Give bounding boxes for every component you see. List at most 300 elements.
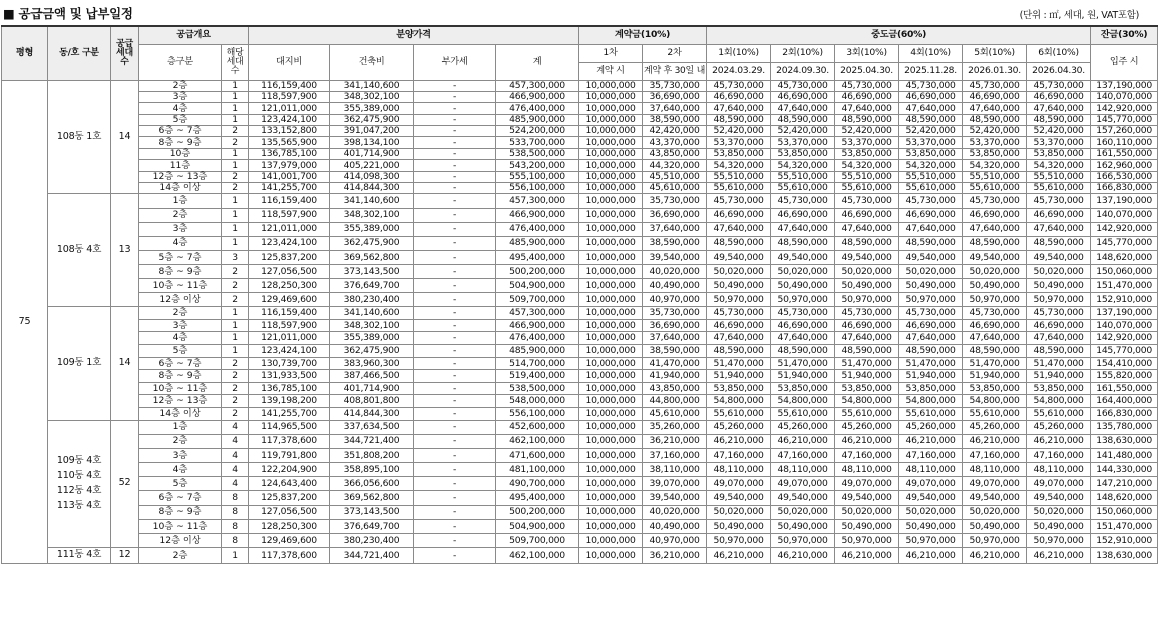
unit-count-cell: 4 bbox=[222, 448, 249, 462]
total-price-cell: 466,900,000 bbox=[496, 208, 579, 222]
floor-cell: 5층 bbox=[139, 344, 222, 357]
floor-cell: 12층 ~ 13층 bbox=[139, 395, 222, 408]
contract-2-cell: 36,210,000 bbox=[643, 548, 707, 564]
middle-3-cell: 50,970,000 bbox=[835, 293, 899, 307]
supply-units-cell: 12 bbox=[111, 548, 139, 564]
middle-6-cell: 51,470,000 bbox=[1027, 357, 1091, 370]
header-m2: 2회(10%) bbox=[771, 44, 835, 62]
table-row bbox=[2, 307, 1158, 320]
vat-cell: - bbox=[414, 477, 496, 491]
dongho-cell: 109동 1호 bbox=[48, 307, 111, 420]
land-price-cell: 116,159,400 bbox=[249, 194, 330, 208]
middle-6-cell: 46,210,000 bbox=[1027, 434, 1091, 448]
middle-2-cell: 48,590,000 bbox=[771, 344, 835, 357]
land-price-cell: 117,378,600 bbox=[249, 548, 330, 564]
header-middle: 중도금(60%) bbox=[707, 26, 1091, 44]
total-price-cell: 485,900,000 bbox=[496, 236, 579, 250]
building-price-cell: 387,466,500 bbox=[330, 370, 414, 383]
supply-units-cell: 13 bbox=[111, 194, 139, 307]
middle-5-cell: 47,640,000 bbox=[963, 222, 1027, 236]
unit-count-cell: 2 bbox=[222, 357, 249, 370]
middle-2-cell: 47,640,000 bbox=[771, 332, 835, 345]
middle-4-cell: 54,320,000 bbox=[899, 160, 963, 171]
middle-1-cell: 46,210,000 bbox=[707, 434, 771, 448]
table-row bbox=[2, 370, 1158, 383]
middle-5-cell: 50,490,000 bbox=[963, 278, 1027, 292]
land-price-cell: 118,597,900 bbox=[249, 319, 330, 332]
middle-6-cell: 50,020,000 bbox=[1027, 264, 1091, 278]
middle-2-cell: 50,970,000 bbox=[771, 293, 835, 307]
middle-1-cell: 47,640,000 bbox=[707, 103, 771, 114]
building-price-cell: 362,475,900 bbox=[330, 114, 414, 125]
building-price-cell: 401,714,900 bbox=[330, 382, 414, 395]
contract-1-cell: 10,000,000 bbox=[579, 307, 643, 320]
middle-4-cell: 54,800,000 bbox=[899, 395, 963, 408]
floor-cell: 1층 bbox=[139, 420, 222, 434]
middle-6-cell: 49,540,000 bbox=[1027, 491, 1091, 505]
middle-2-cell: 46,690,000 bbox=[771, 319, 835, 332]
total-price-cell: 476,400,000 bbox=[496, 103, 579, 114]
total-price-cell: 533,700,000 bbox=[496, 137, 579, 148]
middle-4-cell: 48,110,000 bbox=[899, 463, 963, 477]
land-price-cell: 131,933,500 bbox=[249, 370, 330, 383]
total-price-cell: 462,100,000 bbox=[496, 548, 579, 564]
balance-cell: 161,550,000 bbox=[1091, 148, 1158, 159]
contract-1-cell: 10,000,000 bbox=[579, 463, 643, 477]
middle-6-cell: 53,370,000 bbox=[1027, 137, 1091, 148]
dongho-cell: 111동 4호 bbox=[48, 548, 111, 564]
middle-1-cell: 46,690,000 bbox=[707, 91, 771, 102]
land-price-cell: 125,837,200 bbox=[249, 250, 330, 264]
unit-count-cell: 2 bbox=[222, 126, 249, 137]
contract-1-cell: 10,000,000 bbox=[579, 114, 643, 125]
land-price-cell: 128,250,300 bbox=[249, 519, 330, 533]
middle-5-cell: 54,320,000 bbox=[963, 160, 1027, 171]
middle-3-cell: 51,470,000 bbox=[835, 357, 899, 370]
contract-2-cell: 45,510,000 bbox=[643, 171, 707, 182]
table-row bbox=[2, 91, 1158, 102]
unit-count-cell: 1 bbox=[222, 103, 249, 114]
building-price-cell: 362,475,900 bbox=[330, 236, 414, 250]
land-price-cell: 118,597,900 bbox=[249, 208, 330, 222]
unit-count-cell: 3 bbox=[222, 250, 249, 264]
total-price-cell: 476,400,000 bbox=[496, 332, 579, 345]
contract-2-cell: 40,970,000 bbox=[643, 534, 707, 548]
total-price-cell: 490,700,000 bbox=[496, 477, 579, 491]
middle-2-cell: 54,800,000 bbox=[771, 395, 835, 408]
header-pyeong: 평형 bbox=[2, 26, 48, 80]
unit-count-cell: 8 bbox=[222, 519, 249, 533]
table-row bbox=[2, 407, 1158, 420]
middle-4-cell: 50,970,000 bbox=[899, 534, 963, 548]
building-price-cell: 341,140,600 bbox=[330, 307, 414, 320]
land-price-cell: 118,597,900 bbox=[249, 91, 330, 102]
land-price-cell: 135,565,900 bbox=[249, 137, 330, 148]
floor-cell: 6층 ~ 7층 bbox=[139, 357, 222, 370]
middle-1-cell: 46,690,000 bbox=[707, 208, 771, 222]
contract-2-cell: 38,590,000 bbox=[643, 344, 707, 357]
table-row bbox=[2, 114, 1158, 125]
middle-1-cell: 54,800,000 bbox=[707, 395, 771, 408]
table-row bbox=[2, 491, 1158, 505]
building-price-cell: 344,721,400 bbox=[330, 434, 414, 448]
middle-1-cell: 46,210,000 bbox=[707, 548, 771, 564]
contract-2-cell: 40,020,000 bbox=[643, 505, 707, 519]
middle-1-cell: 50,970,000 bbox=[707, 293, 771, 307]
contract-1-cell: 10,000,000 bbox=[579, 420, 643, 434]
header-c2: 2차 bbox=[643, 44, 707, 62]
middle-2-cell: 45,730,000 bbox=[771, 194, 835, 208]
table-row bbox=[2, 194, 1158, 208]
middle-4-cell: 47,640,000 bbox=[899, 103, 963, 114]
middle-4-cell: 50,970,000 bbox=[899, 293, 963, 307]
contract-2-cell: 38,590,000 bbox=[643, 236, 707, 250]
contract-1-cell: 10,000,000 bbox=[579, 407, 643, 420]
middle-3-cell: 54,800,000 bbox=[835, 395, 899, 408]
building-price-cell: 358,895,100 bbox=[330, 463, 414, 477]
building-price-cell: 366,056,600 bbox=[330, 477, 414, 491]
total-price-cell: 476,400,000 bbox=[496, 222, 579, 236]
contract-1-cell: 10,000,000 bbox=[579, 103, 643, 114]
total-price-cell: 481,100,000 bbox=[496, 463, 579, 477]
floor-cell: 14층 이상 bbox=[139, 407, 222, 420]
middle-3-cell: 49,540,000 bbox=[835, 250, 899, 264]
balance-cell: 160,110,000 bbox=[1091, 137, 1158, 148]
total-price-cell: 504,900,000 bbox=[496, 278, 579, 292]
table-row bbox=[2, 264, 1158, 278]
unit-count-cell: 2 bbox=[222, 293, 249, 307]
contract-1-cell: 10,000,000 bbox=[579, 148, 643, 159]
middle-3-cell: 53,850,000 bbox=[835, 148, 899, 159]
balance-cell: 140,070,000 bbox=[1091, 319, 1158, 332]
balance-cell: 166,530,000 bbox=[1091, 171, 1158, 182]
middle-5-cell: 50,020,000 bbox=[963, 264, 1027, 278]
middle-1-cell: 55,510,000 bbox=[707, 171, 771, 182]
floor-cell: 1층 bbox=[139, 194, 222, 208]
middle-6-cell: 50,490,000 bbox=[1027, 519, 1091, 533]
unit-count-cell: 4 bbox=[222, 434, 249, 448]
contract-1-cell: 10,000,000 bbox=[579, 250, 643, 264]
contract-2-cell: 36,210,000 bbox=[643, 434, 707, 448]
vat-cell: - bbox=[414, 548, 496, 564]
middle-2-cell: 47,160,000 bbox=[771, 448, 835, 462]
middle-4-cell: 45,730,000 bbox=[899, 307, 963, 320]
middle-3-cell: 47,160,000 bbox=[835, 448, 899, 462]
unit-note: (단위 : ㎡, 세대, 원, VAT포함) bbox=[1019, 10, 1139, 21]
unit-count-cell: 1 bbox=[222, 332, 249, 345]
unit-count-cell: 1 bbox=[222, 208, 249, 222]
building-price-cell: 380,230,400 bbox=[330, 293, 414, 307]
land-price-cell: 129,469,600 bbox=[249, 534, 330, 548]
middle-1-cell: 47,640,000 bbox=[707, 332, 771, 345]
floor-cell: 10층 ~ 11층 bbox=[139, 278, 222, 292]
floor-cell: 5층 bbox=[139, 114, 222, 125]
building-price-cell: 348,302,100 bbox=[330, 91, 414, 102]
floor-cell: 2층 bbox=[139, 208, 222, 222]
balance-cell: 137,190,000 bbox=[1091, 80, 1158, 91]
middle-3-cell: 54,320,000 bbox=[835, 160, 899, 171]
middle-4-cell: 47,640,000 bbox=[899, 222, 963, 236]
middle-6-cell: 48,590,000 bbox=[1027, 114, 1091, 125]
table-row bbox=[2, 357, 1158, 370]
building-price-cell: 355,389,000 bbox=[330, 103, 414, 114]
middle-3-cell: 47,640,000 bbox=[835, 222, 899, 236]
table-row bbox=[2, 293, 1158, 307]
middle-5-cell: 48,590,000 bbox=[963, 236, 1027, 250]
middle-4-cell: 50,490,000 bbox=[899, 278, 963, 292]
contract-2-cell: 43,850,000 bbox=[643, 148, 707, 159]
middle-6-cell: 55,610,000 bbox=[1027, 183, 1091, 194]
balance-cell: 148,620,000 bbox=[1091, 491, 1158, 505]
balance-cell: 145,770,000 bbox=[1091, 114, 1158, 125]
table-row bbox=[2, 160, 1158, 171]
middle-6-cell: 54,320,000 bbox=[1027, 160, 1091, 171]
header-m6-date: 2026.04.30. bbox=[1027, 62, 1091, 80]
header-vat: 부가세 bbox=[414, 44, 496, 80]
middle-6-cell: 46,690,000 bbox=[1027, 208, 1091, 222]
middle-2-cell: 50,490,000 bbox=[771, 278, 835, 292]
floor-cell: 3층 bbox=[139, 222, 222, 236]
middle-2-cell: 45,730,000 bbox=[771, 307, 835, 320]
middle-2-cell: 49,070,000 bbox=[771, 477, 835, 491]
middle-6-cell: 46,690,000 bbox=[1027, 319, 1091, 332]
supply-units-cell: 52 bbox=[111, 420, 139, 548]
middle-2-cell: 50,020,000 bbox=[771, 264, 835, 278]
middle-3-cell: 48,110,000 bbox=[835, 463, 899, 477]
land-price-cell: 123,424,100 bbox=[249, 236, 330, 250]
floor-cell: 4층 bbox=[139, 236, 222, 250]
land-price-cell: 136,785,100 bbox=[249, 382, 330, 395]
contract-1-cell: 10,000,000 bbox=[579, 332, 643, 345]
table-row bbox=[2, 332, 1158, 345]
middle-4-cell: 48,590,000 bbox=[899, 236, 963, 250]
table-row bbox=[2, 382, 1158, 395]
vat-cell: - bbox=[414, 114, 496, 125]
floor-cell: 4층 bbox=[139, 103, 222, 114]
contract-1-cell: 10,000,000 bbox=[579, 183, 643, 194]
balance-cell: 140,070,000 bbox=[1091, 91, 1158, 102]
header-m6: 6회(10%) bbox=[1027, 44, 1091, 62]
header-m5-date: 2026.01.30. bbox=[963, 62, 1027, 80]
total-price-cell: 466,900,000 bbox=[496, 91, 579, 102]
contract-2-cell: 40,490,000 bbox=[643, 519, 707, 533]
middle-4-cell: 46,690,000 bbox=[899, 91, 963, 102]
total-price-cell: 556,100,000 bbox=[496, 183, 579, 194]
total-price-cell: 457,300,000 bbox=[496, 307, 579, 320]
middle-4-cell: 45,730,000 bbox=[899, 194, 963, 208]
middle-3-cell: 55,610,000 bbox=[835, 407, 899, 420]
total-price-cell: 524,200,000 bbox=[496, 126, 579, 137]
middle-4-cell: 46,210,000 bbox=[899, 434, 963, 448]
total-price-cell: 485,900,000 bbox=[496, 344, 579, 357]
middle-3-cell: 50,020,000 bbox=[835, 505, 899, 519]
vat-cell: - bbox=[414, 357, 496, 370]
middle-3-cell: 52,420,000 bbox=[835, 126, 899, 137]
unit-count-cell: 2 bbox=[222, 264, 249, 278]
middle-5-cell: 50,490,000 bbox=[963, 519, 1027, 533]
balance-cell: 162,960,000 bbox=[1091, 160, 1158, 171]
table-row bbox=[2, 434, 1158, 448]
contract-2-cell: 44,800,000 bbox=[643, 395, 707, 408]
middle-4-cell: 51,940,000 bbox=[899, 370, 963, 383]
header-dongho: 동/호 구분 bbox=[48, 26, 111, 80]
middle-2-cell: 55,610,000 bbox=[771, 407, 835, 420]
vat-cell: - bbox=[414, 407, 496, 420]
middle-2-cell: 50,970,000 bbox=[771, 534, 835, 548]
middle-1-cell: 45,260,000 bbox=[707, 420, 771, 434]
contract-1-cell: 10,000,000 bbox=[579, 208, 643, 222]
total-price-cell: 462,100,000 bbox=[496, 434, 579, 448]
table-row bbox=[2, 448, 1158, 462]
middle-5-cell: 45,730,000 bbox=[963, 80, 1027, 91]
building-price-cell: 362,475,900 bbox=[330, 344, 414, 357]
middle-1-cell: 46,690,000 bbox=[707, 319, 771, 332]
middle-6-cell: 45,730,000 bbox=[1027, 80, 1091, 91]
vat-cell: - bbox=[414, 91, 496, 102]
building-price-cell: 337,634,500 bbox=[330, 420, 414, 434]
land-price-cell: 137,979,000 bbox=[249, 160, 330, 171]
middle-1-cell: 50,020,000 bbox=[707, 505, 771, 519]
middle-6-cell: 50,490,000 bbox=[1027, 278, 1091, 292]
floor-cell: 8층 ~ 9층 bbox=[139, 264, 222, 278]
unit-count-cell: 1 bbox=[222, 548, 249, 564]
building-price-cell: 348,302,100 bbox=[330, 208, 414, 222]
balance-cell: 151,470,000 bbox=[1091, 278, 1158, 292]
dongho-cell: 108동 1호 bbox=[48, 80, 111, 194]
balance-cell: 137,190,000 bbox=[1091, 194, 1158, 208]
building-price-cell: 351,808,200 bbox=[330, 448, 414, 462]
vat-cell: - bbox=[414, 382, 496, 395]
dongho-cell: 108동 4호 bbox=[48, 194, 111, 307]
land-price-cell: 116,159,400 bbox=[249, 80, 330, 91]
table-row bbox=[2, 137, 1158, 148]
middle-6-cell: 51,940,000 bbox=[1027, 370, 1091, 383]
balance-cell: 137,190,000 bbox=[1091, 307, 1158, 320]
total-price-cell: 538,500,000 bbox=[496, 148, 579, 159]
vat-cell: - bbox=[414, 236, 496, 250]
middle-1-cell: 55,610,000 bbox=[707, 183, 771, 194]
floor-cell: 8층 ~ 9층 bbox=[139, 370, 222, 383]
middle-3-cell: 50,490,000 bbox=[835, 278, 899, 292]
middle-3-cell: 53,850,000 bbox=[835, 382, 899, 395]
table-header bbox=[2, 26, 1158, 80]
contract-2-cell: 39,540,000 bbox=[643, 491, 707, 505]
middle-5-cell: 53,850,000 bbox=[963, 148, 1027, 159]
middle-2-cell: 55,510,000 bbox=[771, 171, 835, 182]
middle-4-cell: 49,540,000 bbox=[899, 491, 963, 505]
vat-cell: - bbox=[414, 370, 496, 383]
contract-1-cell: 10,000,000 bbox=[579, 344, 643, 357]
vat-cell: - bbox=[414, 293, 496, 307]
middle-5-cell: 47,640,000 bbox=[963, 332, 1027, 345]
middle-3-cell: 47,640,000 bbox=[835, 332, 899, 345]
total-price-cell: 519,400,000 bbox=[496, 370, 579, 383]
middle-2-cell: 48,110,000 bbox=[771, 463, 835, 477]
middle-5-cell: 48,110,000 bbox=[963, 463, 1027, 477]
total-price-cell: 514,700,000 bbox=[496, 357, 579, 370]
balance-cell: 157,260,000 bbox=[1091, 126, 1158, 137]
contract-1-cell: 10,000,000 bbox=[579, 548, 643, 564]
floor-cell: 11층 bbox=[139, 160, 222, 171]
contract-1-cell: 10,000,000 bbox=[579, 505, 643, 519]
middle-1-cell: 48,590,000 bbox=[707, 344, 771, 357]
middle-1-cell: 45,730,000 bbox=[707, 194, 771, 208]
contract-2-cell: 37,160,000 bbox=[643, 448, 707, 462]
vat-cell: - bbox=[414, 519, 496, 533]
land-price-cell: 141,255,700 bbox=[249, 183, 330, 194]
middle-4-cell: 47,160,000 bbox=[899, 448, 963, 462]
balance-cell: 145,770,000 bbox=[1091, 344, 1158, 357]
middle-6-cell: 52,420,000 bbox=[1027, 126, 1091, 137]
unit-count-cell: 2 bbox=[222, 382, 249, 395]
balance-cell: 166,830,000 bbox=[1091, 183, 1158, 194]
middle-6-cell: 53,850,000 bbox=[1027, 382, 1091, 395]
contract-1-cell: 10,000,000 bbox=[579, 160, 643, 171]
middle-6-cell: 47,160,000 bbox=[1027, 448, 1091, 462]
middle-1-cell: 50,490,000 bbox=[707, 519, 771, 533]
floor-cell: 10층 ~ 11층 bbox=[139, 519, 222, 533]
building-price-cell: 348,302,100 bbox=[330, 319, 414, 332]
middle-6-cell: 48,110,000 bbox=[1027, 463, 1091, 477]
middle-3-cell: 45,730,000 bbox=[835, 80, 899, 91]
header-floor: 층구분 bbox=[139, 44, 222, 80]
middle-6-cell: 46,210,000 bbox=[1027, 548, 1091, 564]
building-price-cell: 383,960,300 bbox=[330, 357, 414, 370]
header-total: 계 bbox=[496, 44, 579, 80]
total-price-cell: 504,900,000 bbox=[496, 519, 579, 533]
table-row bbox=[2, 278, 1158, 292]
middle-6-cell: 53,850,000 bbox=[1027, 148, 1091, 159]
balance-cell: 151,470,000 bbox=[1091, 519, 1158, 533]
header-supply-summary: 공급개요 bbox=[139, 26, 249, 44]
building-price-cell: 369,562,800 bbox=[330, 250, 414, 264]
middle-3-cell: 46,210,000 bbox=[835, 548, 899, 564]
header-balance: 잔금(30%) bbox=[1091, 26, 1158, 44]
middle-4-cell: 50,490,000 bbox=[899, 519, 963, 533]
header-sale-price: 분양가격 bbox=[249, 26, 579, 44]
unit-count-cell: 1 bbox=[222, 307, 249, 320]
building-price-cell: 341,140,600 bbox=[330, 80, 414, 91]
building-price-cell: 414,844,300 bbox=[330, 407, 414, 420]
unit-count-cell: 4 bbox=[222, 420, 249, 434]
vat-cell: - bbox=[414, 319, 496, 332]
balance-cell: 138,630,000 bbox=[1091, 434, 1158, 448]
contract-2-cell: 45,610,000 bbox=[643, 407, 707, 420]
floor-cell: 10층 ~ 11층 bbox=[139, 382, 222, 395]
unit-count-cell: 1 bbox=[222, 319, 249, 332]
land-price-cell: 121,011,000 bbox=[249, 103, 330, 114]
header-m1-date: 2024.03.29. bbox=[707, 62, 771, 80]
middle-1-cell: 45,730,000 bbox=[707, 80, 771, 91]
table-row bbox=[2, 344, 1158, 357]
middle-4-cell: 50,020,000 bbox=[899, 264, 963, 278]
middle-5-cell: 51,940,000 bbox=[963, 370, 1027, 383]
middle-6-cell: 50,970,000 bbox=[1027, 534, 1091, 548]
middle-6-cell: 54,800,000 bbox=[1027, 395, 1091, 408]
building-price-cell: 414,098,300 bbox=[330, 171, 414, 182]
unit-count-cell: 8 bbox=[222, 534, 249, 548]
middle-4-cell: 50,020,000 bbox=[899, 505, 963, 519]
vat-cell: - bbox=[414, 194, 496, 208]
middle-2-cell: 48,590,000 bbox=[771, 114, 835, 125]
vat-cell: - bbox=[414, 250, 496, 264]
middle-3-cell: 53,370,000 bbox=[835, 137, 899, 148]
middle-5-cell: 47,640,000 bbox=[963, 103, 1027, 114]
balance-cell: 147,210,000 bbox=[1091, 477, 1158, 491]
header-m2-date: 2024.09.30. bbox=[771, 62, 835, 80]
balance-cell: 150,060,000 bbox=[1091, 505, 1158, 519]
floor-cell: 2층 bbox=[139, 307, 222, 320]
